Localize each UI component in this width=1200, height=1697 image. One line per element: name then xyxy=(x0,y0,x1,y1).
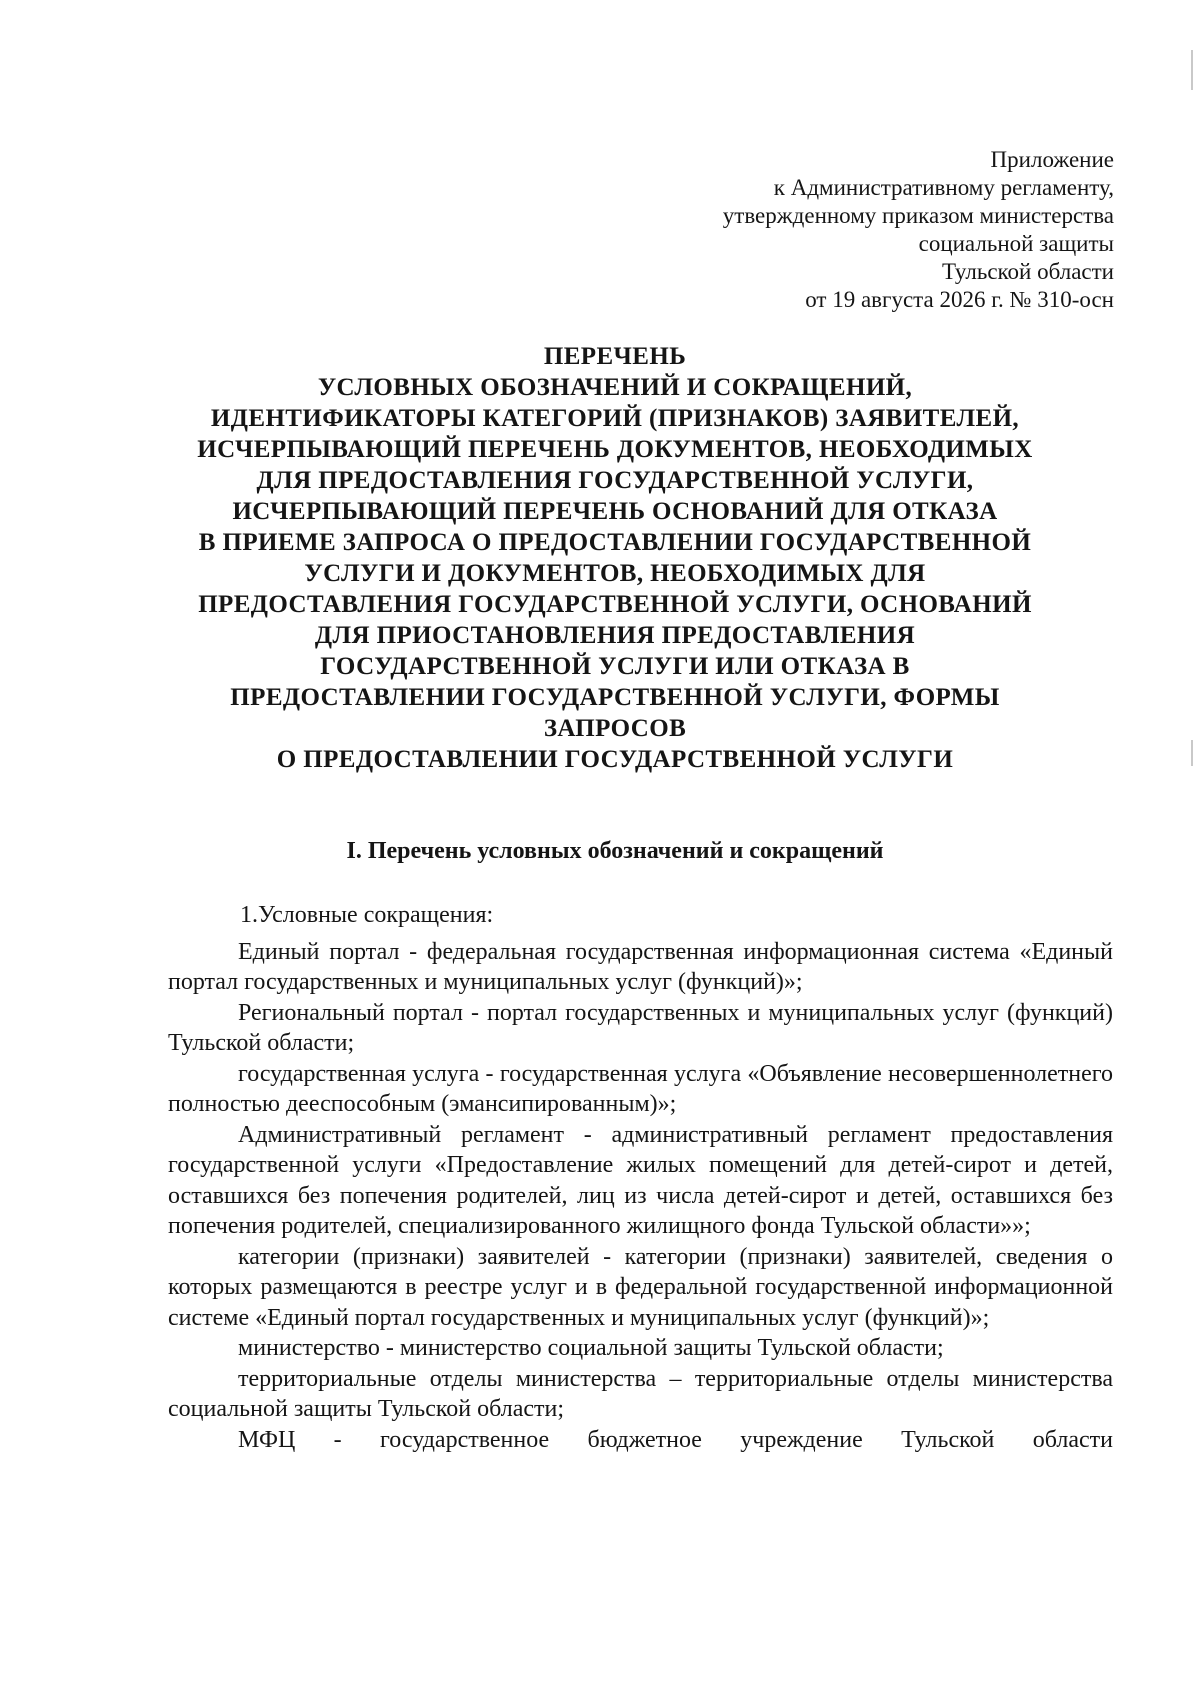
title-line: О ПРЕДОСТАВЛЕНИИ ГОСУДАРСТВЕННОЙ УСЛУГИ xyxy=(276,746,954,773)
paragraph-definition: Административный регламент - административный регламент предоставления государственной услуги «Предоставление жилых помещений для детей-сирот и детей, оставшихся без попечения родителей, лиц из числа детей-сирот и детей, оставшихся без попечения родителей, специализированного жилищного фонда Тульской области»»; xyxy=(168,1121,1113,1239)
title-line: УСЛОВНЫХ ОБОЗНАЧЕНИЙ И СОКРАЩЕНИЙ, xyxy=(317,374,913,401)
title-line: ПРЕДОСТАВЛЕНИЯ ГОСУДАРСТВЕННОЙ УСЛУГИ, ОСНОВАНИЙ xyxy=(198,591,1032,618)
paragraph-definition: государственная услуга - государственная услуга «Объявление несовершеннолетнего полностью дееспособным (эмансипированным)»; xyxy=(168,1060,1113,1117)
paragraph-definition: Региональный портал - портал государственных и муниципальных услуг (функций) Тульской области; xyxy=(168,999,1113,1056)
document-title xyxy=(150,341,1080,775)
title-line: ДЛЯ ПРИОСТАНОВЛЕНИЯ ПРЕДОСТАВЛЕНИЯ xyxy=(314,622,916,649)
paragraph-definition: министерство - министерство социальной защиты Тульской области; xyxy=(238,1335,944,1361)
title-line: ИСЧЕРПЫВАЮЩИЙ ПЕРЕЧЕНЬ ОСНОВАНИЙ ДЛЯ ОТКАЗА xyxy=(232,498,998,525)
approval-block xyxy=(723,146,1114,314)
title-line: ЗАПРОСОВ xyxy=(543,715,687,742)
paragraph-definition: категории (признаки) заявителей - категории (признаки) заявителей, сведения о которых размещаются в реестре услуг и в федеральной государственной информационной системе «Единый портал государственных и муниципальных услуг (функций)»; xyxy=(168,1243,1113,1331)
approval-date-line: от 19 августа 2026 г. № 310-осн xyxy=(805,287,1114,312)
title-line: ДЛЯ ПРЕДОСТАВЛЕНИЯ ГОСУДАРСТВЕННОЙ УСЛУГИ, xyxy=(256,467,974,494)
title-line: ИДЕНТИФИКАТОРЫ КАТЕГОРИЙ (ПРИЗНАКОВ) ЗАЯВИТЕЛЕЙ, xyxy=(210,405,1020,432)
title-line: ПЕРЕЧЕНЬ xyxy=(543,343,687,370)
approval-line: социальной защиты xyxy=(918,231,1114,256)
title-line: УСЛУГИ И ДОКУМЕНТОВ, НЕОБХОДИМЫХ ДЛЯ xyxy=(304,560,926,587)
paragraph-definition: МФЦ - государственное бюджетное учреждение Тульской области xyxy=(238,1426,1113,1453)
scan-edge-mark xyxy=(1191,740,1193,766)
scan-edge-mark xyxy=(1191,50,1193,90)
paragraph-intro: 1.Условные сокращения: xyxy=(240,902,494,928)
document-body xyxy=(168,900,1113,1455)
title-line: В ПРИЕМЕ ЗАПРОСА О ПРЕДОСТАВЛЕНИИ ГОСУДАРСТВЕННОЙ xyxy=(198,529,1032,556)
paragraph-definition: территориальные отделы министерства – территориальные отделы министерства социальной защиты Тульской области; xyxy=(168,1365,1113,1422)
section-heading: I. Перечень условных обозначений и сокращений xyxy=(346,838,884,864)
title-line: ИСЧЕРПЫВАЮЩИЙ ПЕРЕЧЕНЬ ДОКУМЕНТОВ, НЕОБХОДИМЫХ xyxy=(197,436,1033,463)
approval-line: утвержденному приказом министерства xyxy=(722,203,1114,228)
paragraph-definition: Единый портал - федеральная государственная информационная система «Единый портал государственных и муниципальных услуг (функций)»; xyxy=(168,938,1113,995)
approval-line: Приложение xyxy=(990,147,1114,172)
title-line: ПРЕДОСТАВЛЕНИИ ГОСУДАРСТВЕННОЙ УСЛУГИ, ФОРМЫ xyxy=(230,684,1000,711)
approval-line: Тульской области xyxy=(941,259,1114,284)
approval-line: к Административному регламенту, xyxy=(773,175,1114,200)
title-line: ГОСУДАРСТВЕННОЙ УСЛУГИ ИЛИ ОТКАЗА В xyxy=(320,653,910,680)
